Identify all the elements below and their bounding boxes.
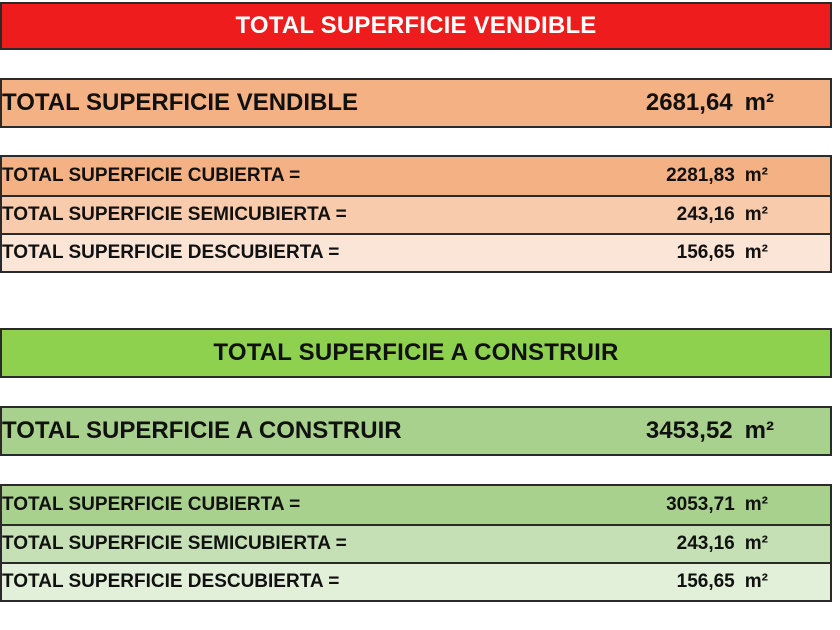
vendible-total-unit: m² bbox=[744, 89, 774, 116]
table-row bbox=[2, 486, 830, 524]
row-unit: m² bbox=[744, 165, 768, 186]
row-label: TOTAL SUPERFICIE DESCUBIERTA = bbox=[2, 242, 340, 263]
row-value-cell bbox=[677, 204, 830, 226]
row-unit: m² bbox=[744, 204, 768, 225]
row-label: TOTAL SUPERFICIE CUBIERTA = bbox=[2, 494, 301, 515]
construir-total-value-cell bbox=[646, 417, 830, 445]
row-label: TOTAL SUPERFICIE SEMICUBIERTA = bbox=[2, 204, 347, 225]
row-value-cell bbox=[677, 242, 830, 264]
row-value: 156,65 bbox=[676, 242, 735, 263]
vendible-header-title: TOTAL SUPERFICIE VENDIBLE bbox=[235, 12, 597, 39]
row-value-cell bbox=[666, 494, 830, 516]
vendible-total-value-cell bbox=[646, 89, 830, 117]
row-value: 243,16 bbox=[676, 204, 735, 225]
vendible-total-label: TOTAL SUPERFICIE VENDIBLE bbox=[2, 89, 359, 116]
row-value-cell bbox=[677, 571, 830, 593]
row-label: TOTAL SUPERFICIE CUBIERTA = bbox=[2, 165, 301, 186]
row-value: 2281,83 bbox=[666, 165, 735, 186]
construir-header-title: TOTAL SUPERFICIE A CONSTRUIR bbox=[213, 339, 619, 366]
construir-total-label: TOTAL SUPERFICIE A CONSTRUIR bbox=[2, 417, 402, 444]
table-row bbox=[2, 195, 830, 233]
row-unit: m² bbox=[744, 571, 768, 592]
row-value-cell bbox=[677, 533, 830, 555]
row-unit: m² bbox=[744, 533, 768, 554]
vendible-total-value: 2681,64 bbox=[645, 89, 733, 116]
row-unit: m² bbox=[744, 494, 768, 515]
row-label: TOTAL SUPERFICIE SEMICUBIERTA = bbox=[2, 533, 347, 554]
table-row bbox=[2, 233, 830, 271]
construir-header bbox=[0, 328, 832, 378]
construir-total-row bbox=[0, 406, 832, 456]
vendible-breakdown-table bbox=[0, 155, 832, 273]
row-value: 3053,71 bbox=[666, 494, 735, 515]
row-label: TOTAL SUPERFICIE DESCUBIERTA = bbox=[2, 571, 340, 592]
construir-total-value: 3453,52 bbox=[645, 417, 733, 444]
vendible-header bbox=[0, 2, 832, 50]
table-row bbox=[2, 524, 830, 562]
row-value-cell bbox=[666, 165, 830, 187]
construir-breakdown-table bbox=[0, 484, 832, 602]
vendible-total-row bbox=[0, 78, 832, 128]
row-value: 156,65 bbox=[676, 571, 735, 592]
table-row bbox=[2, 157, 830, 195]
row-value: 243,16 bbox=[676, 533, 735, 554]
construir-total-unit: m² bbox=[744, 417, 774, 444]
table-row bbox=[2, 562, 830, 600]
row-unit: m² bbox=[744, 242, 768, 263]
